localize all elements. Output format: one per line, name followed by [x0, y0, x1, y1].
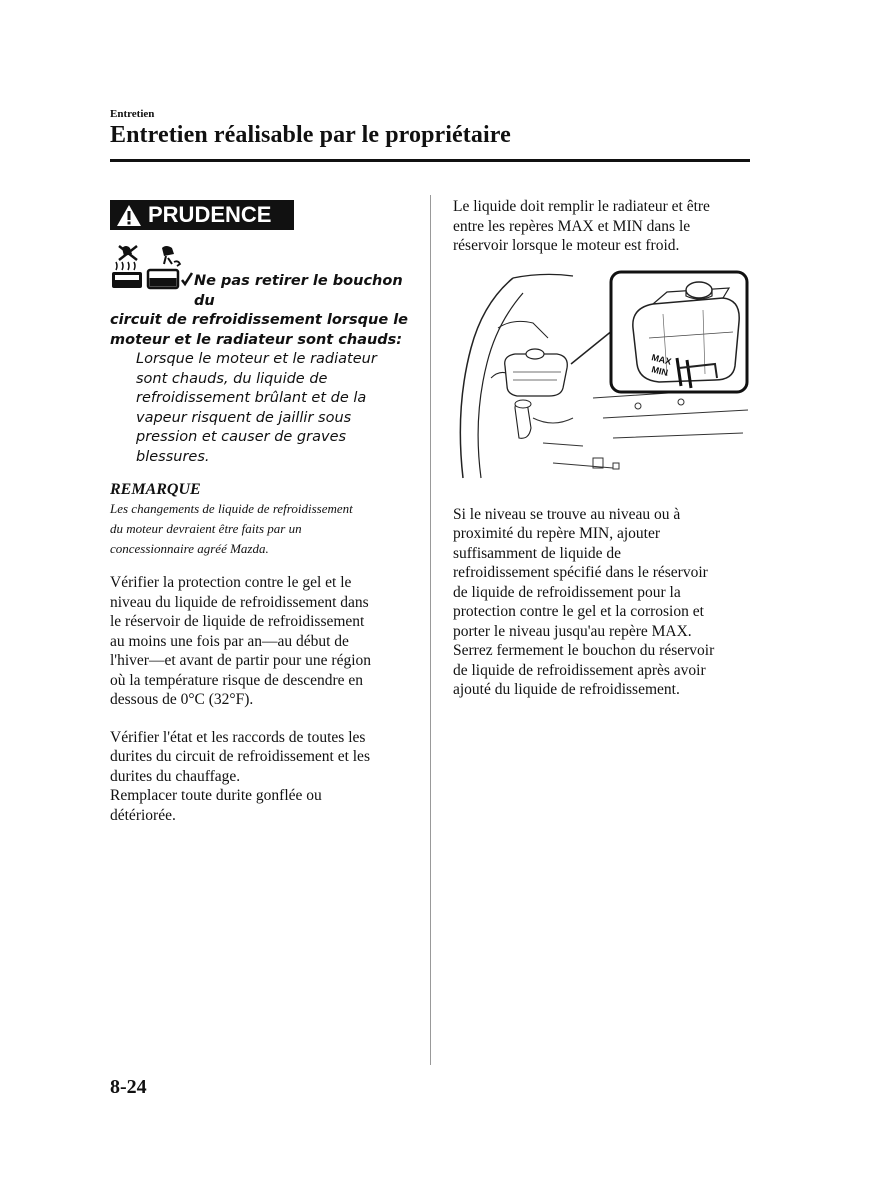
caution-banner [110, 200, 294, 230]
remark-line: Les changements de liquide de refroidissement [110, 501, 353, 516]
section-label: Entretien [110, 108, 155, 120]
paragraph-line: durites du chauffage. [110, 767, 241, 785]
paragraph-line: entre les repères MAX et MIN dans le [453, 217, 691, 235]
caution-detail-line: refroidissement brûlant et de la [136, 390, 367, 406]
paragraph-line: durites du circuit de refroidissement et les [110, 748, 370, 765]
caution-heading-line: Ne pas retirer le bouchon du [194, 273, 403, 309]
caution-heading-line: circuit de refroidissement lorsque le [110, 312, 409, 328]
paragraph-line: Serrez fermement le bouchon du réservoir [453, 642, 715, 659]
paragraph-line: réservoir lorsque le moteur est froid. [453, 237, 680, 254]
remark-line: concessionnaire agréé Mazda. [110, 541, 269, 556]
paragraph-line: de liquide de refroidissement pour la [453, 583, 681, 601]
paragraph-line: ajouté du liquide de refroidissement. [453, 681, 680, 698]
paragraph-refill-instructions [453, 505, 753, 700]
remark-line: du moteur devraient être faits par un [110, 521, 302, 536]
left-column [110, 200, 410, 825]
paragraph-line: l'hiver—et avant de partir pour une région [110, 652, 372, 669]
paragraph-level-intro [453, 197, 753, 256]
paragraph-line: le réservoir de liquide de refroidissement [110, 613, 365, 630]
caution-label: PRUDENCE [148, 202, 272, 227]
coolant-reservoir-check-icon [144, 244, 194, 290]
paragraph-line: Remplacer toute durite gonflée ou [110, 787, 322, 804]
paragraph-line: proximité du repère MIN, ajouter [453, 525, 661, 542]
caution-detail-line: pression et causer de graves [136, 429, 347, 445]
remark-title: REMARQUE [110, 481, 201, 498]
paragraph-line: Si le niveau se trouve au niveau ou à [453, 505, 681, 523]
caution-detail-line: sont chauds, du liquide de [136, 370, 328, 387]
right-column [453, 197, 753, 700]
paragraph-line: détériorée. [110, 806, 176, 824]
paragraph-line: Le liquide doit remplir le radiateur et être [453, 198, 710, 215]
remark-text [110, 499, 410, 559]
warning-triangle-icon [116, 204, 142, 227]
paragraph-line: Vérifier la protection contre le gel et le [110, 574, 352, 591]
title-rule [110, 159, 750, 162]
caution-detail-line: Lorsque le moteur et le radiateur [136, 351, 377, 367]
paragraph-line: où la température risque de descendre en [110, 671, 364, 689]
paragraph-line: niveau du liquide de refroidissement dans [110, 593, 369, 611]
paragraph-line: dessous de 0°C (32°F). [110, 691, 254, 708]
page-number: 8-24 [110, 1076, 147, 1098]
caution-heading-line: moteur et le radiateur sont chauds: [110, 331, 403, 348]
caution-detail-line: blessures. [136, 448, 210, 465]
hot-radiator-cap-icon [110, 244, 144, 290]
min-mark-label: MIN [650, 363, 669, 378]
page-title: Entretien réalisable par le propriétaire [110, 122, 511, 148]
column-divider [430, 195, 431, 1065]
paragraph-hose-check [110, 728, 410, 826]
coolant-reservoir-illustration [453, 268, 749, 486]
paragraph-line: au moins une fois par an—au début de [110, 632, 349, 650]
paragraph-line: protection contre le gel et la corrosion et [453, 603, 704, 620]
paragraph-line: refroidissement spécifié dans le réservoir [453, 564, 708, 581]
paragraph-line: Vérifier l'état et les raccords de toutes les [110, 728, 366, 746]
max-mark-label: MAX [650, 351, 673, 367]
paragraph-line: de liquide de refroidissement après avoir [453, 661, 706, 679]
paragraph-line: porter le niveau jusqu'au repère MAX. [453, 622, 692, 640]
caution-detail [110, 350, 410, 467]
caution-detail-line: vapeur risquent de jaillir sous [136, 409, 352, 426]
paragraph-antifreeze-check [110, 573, 410, 710]
caution-body [110, 272, 410, 467]
paragraph-line: suffisamment de liquide de [453, 544, 622, 562]
